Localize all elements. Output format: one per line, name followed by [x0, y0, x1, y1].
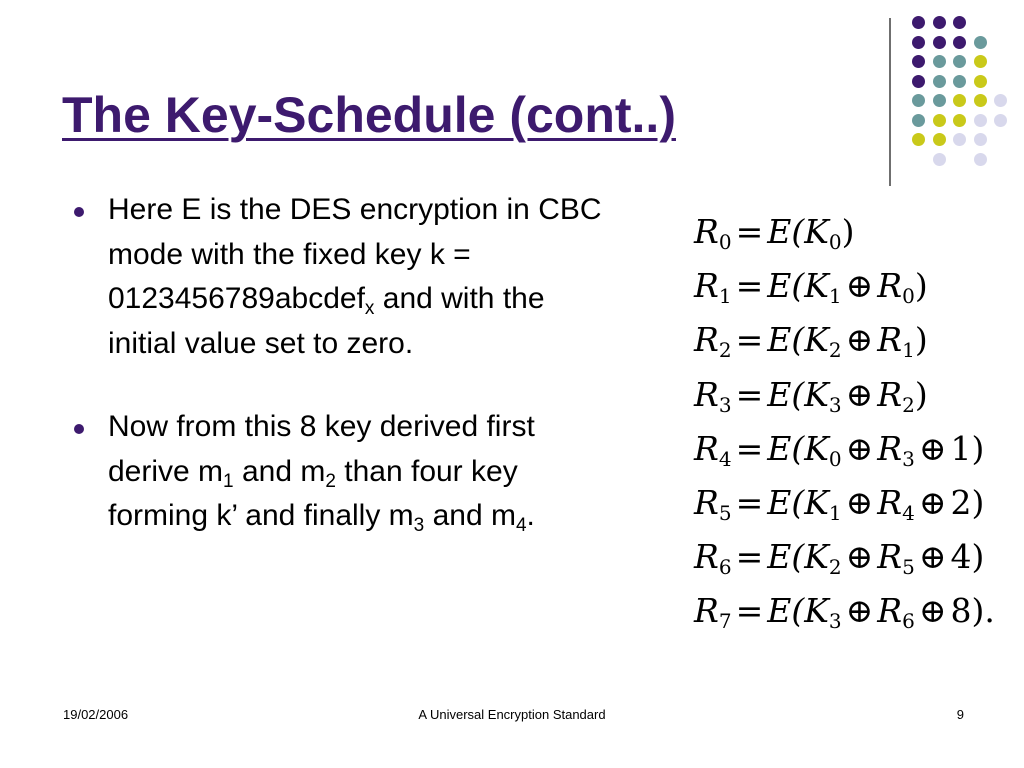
- decor-dot: [953, 94, 966, 107]
- bullet-text: and with the initial value set to zero.: [108, 282, 545, 360]
- math-operator: ⊕: [918, 483, 947, 522]
- equation-r5: [694, 479, 984, 527]
- bullet-text: than four key forming k’ and finally m: [108, 454, 518, 532]
- math-text: E(: [767, 537, 805, 577]
- math-text: ): [914, 320, 928, 360]
- math-variable: $R_0$: [694, 212, 732, 254]
- math-operator: =: [735, 212, 764, 251]
- equation-r1: [694, 262, 928, 310]
- bullet-list: [74, 188, 614, 539]
- math-text: 2: [950, 483, 972, 522]
- math-operator: =: [735, 374, 764, 414]
- math-variable: $R_4$: [877, 483, 915, 525]
- equation-r2: [694, 316, 928, 364]
- footer-date: 19/02/2006: [63, 707, 129, 722]
- math-operator: ⊕: [845, 483, 874, 522]
- bullet-text: .: [526, 499, 535, 532]
- decor-dot: [933, 55, 946, 68]
- decor-dot: [953, 133, 966, 146]
- math-operator: ⊕: [845, 266, 874, 306]
- bullet-text: Here E is the DES encryption in CBC mode with the fixed key k = 0123456789abcdef: [108, 193, 602, 315]
- decor-dot: [974, 114, 987, 127]
- math-operator: ⊕: [918, 428, 947, 468]
- math-operator: ⊕: [845, 320, 874, 360]
- math-text: 8: [950, 591, 972, 631]
- math-variable: $K_3$: [804, 591, 842, 634]
- math-variable: $R_3$: [694, 374, 732, 417]
- math-text: ): [971, 483, 985, 522]
- math-variable: $R_4$: [694, 428, 732, 471]
- math-variable: $K_1$: [804, 266, 842, 309]
- math-operator: =: [735, 537, 764, 577]
- decor-dot: [933, 36, 946, 49]
- math-operator: =: [735, 266, 764, 306]
- math-variable: $R_5$: [694, 483, 732, 525]
- subscript-text: x: [364, 298, 375, 319]
- math-variable: $K_0$: [804, 212, 842, 254]
- decor-dot: [953, 36, 966, 49]
- subscript-text: 4: [515, 515, 527, 536]
- subscript-text: 1: [223, 470, 234, 492]
- math-text: 1: [950, 428, 972, 468]
- decor-dot: [974, 94, 987, 107]
- subscript-text: 2: [325, 470, 336, 492]
- math-variable: $K_0$: [804, 428, 842, 471]
- math-operator: ⊕: [845, 591, 874, 631]
- math-variable: $K_1$: [804, 483, 842, 525]
- decor-dot: [974, 55, 987, 68]
- decor-dot: [933, 114, 946, 127]
- math-variable: $R_3$: [877, 428, 915, 471]
- bullet-text: and m: [424, 499, 516, 532]
- decor-dot: [953, 114, 966, 127]
- math-variable: $R_2$: [877, 374, 915, 417]
- math-text: E(: [767, 212, 805, 251]
- footer-title: A Universal Encryption Standard: [418, 707, 606, 722]
- math-text: E(: [767, 428, 805, 468]
- bullet-marker-icon: [74, 207, 84, 217]
- math-text: 4: [950, 537, 972, 577]
- math-text: E(: [767, 483, 805, 522]
- decor-dot: [933, 94, 946, 107]
- math-variable: $K_2$: [804, 320, 842, 363]
- math-operator: =: [735, 591, 764, 631]
- math-operator: =: [735, 428, 764, 468]
- decor-dot: [994, 94, 1007, 107]
- decor-dot: [933, 133, 946, 146]
- equation-r6: [694, 533, 984, 581]
- decor-dot: [912, 94, 925, 107]
- decor-dot: [912, 55, 925, 68]
- math-variable: $R_5$: [877, 537, 915, 580]
- decorative-divider: [889, 18, 891, 186]
- math-text: E(: [767, 320, 805, 360]
- math-text: ): [971, 537, 985, 577]
- math-variable: $R_1$: [877, 320, 915, 363]
- decor-dot: [912, 75, 925, 88]
- math-variable: $R_0$: [877, 266, 915, 309]
- bullet-text: Now from this 8 key derived first derive m: [108, 410, 535, 488]
- math-text: E(: [767, 266, 805, 306]
- math-variable: $R_6$: [694, 537, 732, 580]
- decor-dot: [974, 153, 987, 166]
- decor-dot: [933, 153, 946, 166]
- math-operator: =: [735, 320, 764, 360]
- math-text: ): [841, 212, 855, 251]
- math-operator: ⊕: [845, 537, 874, 577]
- decor-dot: [953, 55, 966, 68]
- math-text: E(: [767, 591, 805, 631]
- decor-dot: [912, 114, 925, 127]
- equation-r0: [694, 208, 854, 256]
- math-variable: $R_7$: [694, 591, 732, 634]
- math-operator: ⊕: [918, 537, 947, 577]
- decor-dot: [912, 36, 925, 49]
- subscript-text: 3: [413, 515, 425, 536]
- decor-dot: [953, 75, 966, 88]
- math-text: ): [914, 266, 928, 306]
- bullet-marker-icon: [74, 424, 84, 434]
- decor-dot: [994, 114, 1007, 127]
- page-number: 9: [956, 707, 964, 722]
- math-text: E(: [767, 374, 805, 414]
- math-variable: $K_2$: [804, 537, 842, 580]
- math-text: ).: [971, 591, 995, 631]
- decor-dot: [974, 75, 987, 88]
- math-operator: ⊕: [918, 591, 947, 631]
- math-variable: $R_2$: [694, 320, 732, 363]
- math-text: ): [914, 374, 928, 414]
- equation-r7: [694, 587, 995, 635]
- math-variable: $R_1$: [694, 266, 732, 309]
- decor-dot: [933, 16, 946, 29]
- equation-r3: [694, 371, 928, 419]
- decor-dot: [974, 36, 987, 49]
- math-variable: $R_6$: [877, 591, 915, 634]
- decor-dot: [912, 133, 925, 146]
- decor-dot: [974, 133, 987, 146]
- equation-r4: [694, 425, 984, 473]
- math-text: ): [971, 428, 985, 468]
- bullet-item: [74, 405, 614, 539]
- math-variable: $K_3$: [804, 374, 842, 417]
- bullet-item: [74, 188, 614, 366]
- bullet-text: and m: [233, 454, 326, 488]
- slide-title: The Key-Schedule (cont..): [62, 87, 676, 143]
- math-operator: ⊕: [845, 374, 874, 414]
- decor-dot: [912, 16, 925, 29]
- decor-dot: [953, 16, 966, 29]
- math-operator: ⊕: [845, 428, 874, 468]
- math-operator: =: [735, 483, 764, 522]
- decor-dot: [933, 75, 946, 88]
